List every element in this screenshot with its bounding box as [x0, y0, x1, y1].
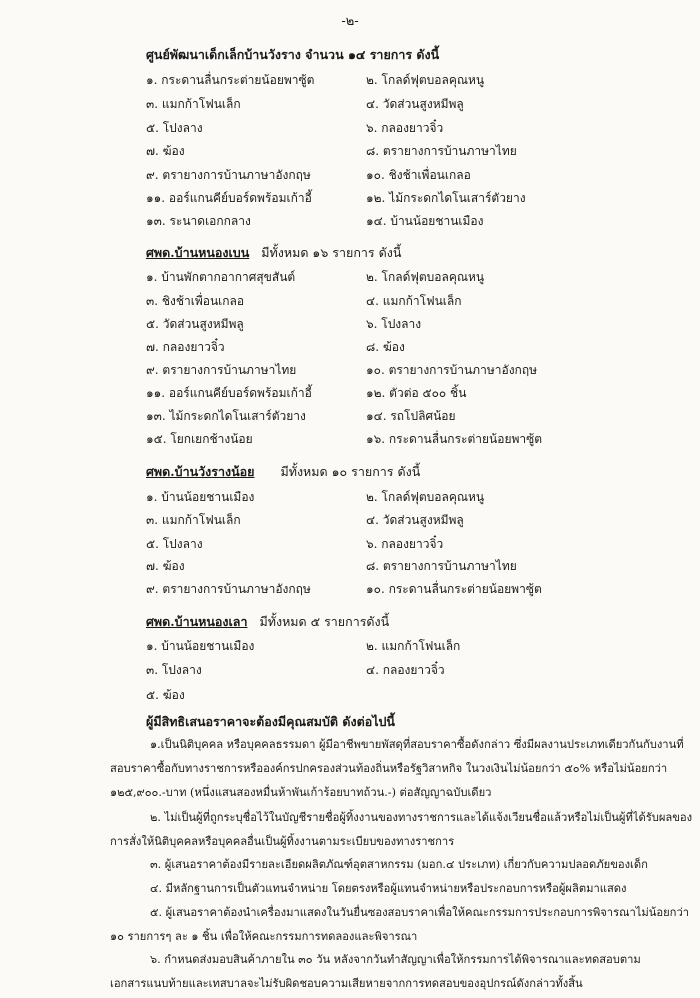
list-item: ๒. โกลด์ฟุตบอลคุณหนู: [366, 73, 485, 87]
requirement-5: [110, 901, 700, 949]
requirement-1-line-3: ๑๒๕,๙๐๐.-บาท (หนึ่งแสนสองหมื่นห้าพันเก้าร้อยบาทถ้วน.-) ต่อสัญญาฉบับเดียว: [110, 786, 492, 799]
requirement-4-line-1: ๔. มีหลักฐานการเป็นตัวแทนจำหน่าย โดยตรงหรือผู้แทนจำหน่ายหรือประกอบการหรือผู้ผลิตมาแสดง: [150, 882, 627, 895]
list-item: ๒. โกลด์ฟุตบอลคุณหนู: [366, 270, 485, 284]
list-item: ๕. วัดส่วนสูงหมีพลู: [146, 317, 244, 331]
list-item: ๑๐. ชิงช้าเพื่อนเกลอ: [366, 168, 471, 182]
list-item: ๗. กลองยาวจิ๋ว: [146, 340, 225, 354]
list-item: ๑๑. ออร์แกนคีย์บอร์ดพร้อมเก้าอี้: [146, 386, 312, 400]
list-item: ๘. ตรายางการบ้านภาษาไทย: [366, 559, 517, 573]
section-4-count: มีทั้งหมด ๕ รายการดังนี้: [259, 614, 390, 629]
list-item: ๓. โปงลาง: [146, 663, 202, 677]
requirement-5-line-2: ๑๐ รายการๆ ละ ๑ ชิ้น เพื่อให้คณะกรรมการทดลองและพิจารณา: [110, 930, 418, 943]
requirement-1-line-1: ๑.เป็นนิติบุคคล หรือบุคคลธรรมดา ผู้มีอาชีพขายพัสดุที่สอบราคาซื้อดังกล่าว ซึ่งมีผลงานประเภทเดียวกันกับงานที่: [150, 738, 684, 751]
requirement-2: [110, 806, 700, 854]
list-item: ๙. ตรายางการบ้านภาษาไทย: [146, 363, 297, 377]
list-item: ๔. กลองยาวจิ๋ว: [366, 663, 445, 677]
list-item: ๑๒. ไม้กระดกไดโนเสาร์ตัวยาง: [366, 191, 526, 205]
requirement-4: [110, 877, 700, 901]
page-number: -๒-: [341, 14, 359, 29]
requirement-1-line-2: สอบราคาซื้อกับทางราชการหรือองค์กรปกครองส่วนท้องถิ่นหรือรัฐวิสาหกิจ ในวงเงินไม่น้อยกว่า ๕๐% หรือไม่น้อยกว่า: [110, 762, 668, 775]
list-item: ๖. กลองยาวจิ๋ว: [366, 121, 444, 135]
requirement-3-line-1: ๓. ผู้เสนอราคาต้องมีรายละเอียดผลิตภัณฑ์อุตสาหกรรม (มอก.๔ ประเภท) เกี่ยวกับความปลอดภัยของเด็ก: [150, 858, 648, 871]
list-item: ๒. โกลด์ฟุตบอลคุณหนู: [366, 490, 485, 504]
list-item: ๒. แมกก้าโฟนเล็ก: [366, 639, 461, 653]
list-item: ๑๒. ตัวต่อ ๕๐๐ ชิ้น: [366, 386, 467, 400]
requirement-2-line-1: ๒. ไม่เป็นผู้ที่ถูกระบุชื่อไว้ในบัญชีรายชื่อผู้ทิ้งงานของทางราชการและได้แจ้งเวียนชื่อแล้วหรือไม่เป็นผู้ที่ได้รับผลของ: [150, 811, 693, 824]
requirement-2-line-2: การสั่งให้นิติบุคคลหรือบุคคลอื่นเป็นผู้ทิ้งงานตามระเบียบของทางราชการ: [110, 835, 455, 848]
section-3-count: มีทั้งหมด ๑๐ รายการ ดังนี้: [280, 464, 421, 479]
list-item: ๖. โปงลาง: [366, 317, 422, 331]
section-2-count: มีทั้งหมด ๑๖ รายการ ดังนี้: [261, 245, 402, 260]
list-item: ๑๔. รถโปลิศน้อย: [366, 409, 456, 423]
requirement-6: [110, 948, 700, 996]
requirements-heading: ผู้มีสิทธิเสนอราคาจะต้องมีคุณสมบัติ ดังต่อไปนี้: [146, 714, 395, 729]
list-item: ๑๖. กระดานลื่นกระต่ายน้อยพาซู้ต: [366, 432, 543, 446]
list-item: ๔. วัดส่วนสูงหมีพลู: [366, 513, 464, 527]
list-item: ๘. ฆ้อง: [366, 340, 405, 354]
requirement-6-line-1: ๖. กำหนดส่งมอบสินค้าภายใน ๓๐ วัน หลังจากวันทำสัญญาเพื่อให้กรรมการได้พิจารณาและทดสอบตาม: [150, 953, 641, 966]
requirement-3: [110, 853, 700, 877]
requirement-5-line-1: ๕. ผู้เสนอราคาต้องนำเครื่องมาแสดงในวันยื่นซองสอบราคาเพื่อให้คณะกรรมการประกอบการพิจารณาไม่น้อยกว่า: [150, 906, 690, 919]
list-item: ๗. ฆ้อง: [146, 144, 185, 158]
section-heading-3: [146, 462, 420, 482]
list-item: ๑. บ้านพักตากอากาศสุขสันต์: [146, 270, 296, 284]
section-4-name: ศพด.บ้านหนองเลา: [146, 614, 248, 629]
list-item: ๖. กลองยาวจิ๋ว: [366, 537, 444, 551]
list-item: ๕. โปงลาง: [146, 121, 203, 135]
list-item: ๔. วัดส่วนสูงหมีพลู: [366, 97, 464, 111]
list-item: ๘. ตรายางการบ้านภาษาไทย: [366, 144, 517, 158]
list-item: ๑๕. โยกเยกช้างน้อย: [146, 432, 253, 446]
list-item: ๕. โปงลาง: [146, 537, 203, 551]
list-item: ๑๔. บ้านน้อยชานเมือง: [366, 214, 484, 228]
section-heading-1: [146, 45, 439, 65]
list-item: ๙. ตรายางการบ้านภาษาอังกฤษ: [146, 168, 311, 182]
list-item: ๔. แมกก้าโฟนเล็ก: [366, 294, 462, 308]
list-item: ๗. ฆ้อง: [146, 559, 185, 573]
list-item: ๑. กระดานลื่นกระต่ายน้อยพาซู้ต: [146, 73, 315, 87]
section-2-name: ศพด.บ้านหนองเบน: [146, 245, 250, 260]
list-item: ๑๓. ระนาดเอกกลาง: [146, 214, 251, 228]
section-heading-4: [146, 612, 389, 632]
requirement-6-line-2: เอกสารแนบท้ายและเทสบาลจะไม่รับผิดชอบความเสียหายจากการทดสอบของอุปกรณ์ดังกล่าวทั้งสิ้น: [110, 977, 583, 990]
list-item: ๓. แมกก้าโฟนเล็ก: [146, 97, 241, 111]
section-1-heading-text: ศูนย์พัฒนาเด็กเล็กบ้านวังราง จำนวน ๑๔ รายการ ดังนี้: [146, 47, 440, 62]
list-item: ๑๓. ไม้กระดกไดโนเสาร์ตัวยาง: [146, 409, 306, 423]
list-item: ๑๐. ตรายางการบ้านภาษาอังกฤษ: [366, 363, 537, 377]
list-item: ๓. แมกก้าโฟนเล็ก: [146, 513, 241, 527]
list-item: ๑. บ้านน้อยชานเมือง: [146, 490, 255, 504]
list-item: ๑๑. ออร์แกนคีย์บอร์ดพร้อมเก้าอี้: [146, 191, 312, 205]
section-heading-2: [146, 243, 401, 263]
list-item: ๓. ชิงช้าเพื่อนเกลอ: [146, 294, 245, 308]
requirement-1: [110, 733, 700, 805]
list-item: ๑. บ้านน้อยชานเมือง: [146, 639, 255, 653]
list-item: ๕. ฆ้อง: [146, 688, 185, 702]
list-item: ๑๐. กระดานลื่นกระต่ายน้อยพาซู้ต: [366, 582, 542, 596]
section-3-name: ศพด.บ้านวังรางน้อย: [146, 464, 255, 479]
list-item: ๙. ตรายางการบ้านภาษาอังกฤษ: [146, 582, 311, 596]
